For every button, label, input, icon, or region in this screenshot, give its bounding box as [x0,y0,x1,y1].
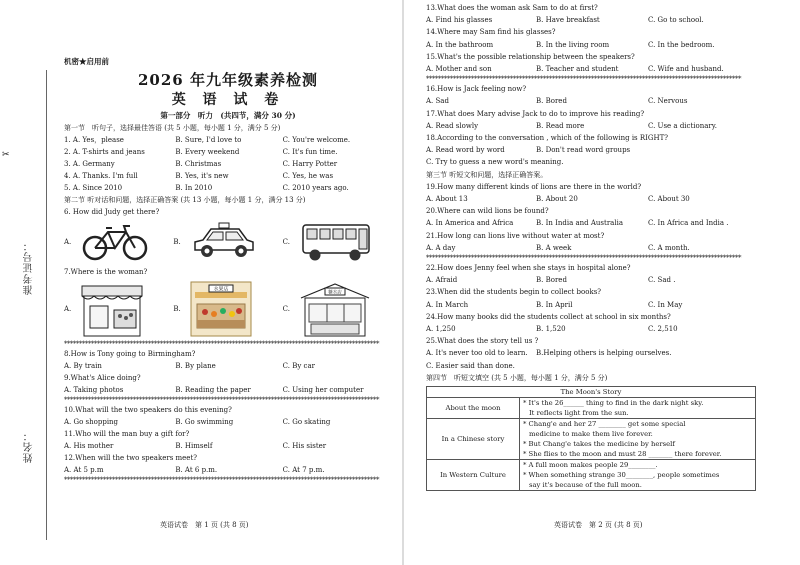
question-7: 7.Where is the woman? [64,268,148,276]
bus-icon [299,219,373,265]
option-b: B. Read more [536,121,585,130]
option-b: B. Yes, it's new [175,172,229,180]
option-c: C. Wife and husband. [648,65,724,74]
page-1-footer: 英语试卷 第 1 页 (共 8 页) [160,521,249,529]
option-a: A. In the bathroom [426,40,494,49]
options-row [426,193,790,205]
fruit-shop-icon [80,280,144,338]
options-row [426,217,790,229]
row-line: * She flies to the moon and must 28 _______ there forever. [523,450,722,459]
option-a: A. A day [426,243,456,252]
question-21: 21.How long can lions live without water at most? [426,231,605,240]
options-row [64,464,392,476]
option-c: C. Go skating [282,418,331,426]
cafe-icon [299,280,371,338]
question-row [64,158,392,170]
options-row [64,384,392,396]
confidential-tag: 机密★启用前 [64,57,109,66]
option-label: A. [64,305,72,313]
options-row [426,144,790,156]
option-b: B. Christmas [175,160,222,168]
option-c: C. Try to guess a new word's meaning. [426,158,564,167]
option-a: A. About 13 [426,195,468,204]
name-label: 姓名： [24,430,35,463]
page-2-content [426,2,790,491]
option-a: A. Read slowly [426,121,479,130]
question-11: 11.Who will the man buy a gift for? [64,430,190,438]
option-b: B. In India and Australia [536,219,624,228]
option-c: C. In May [648,300,683,309]
options-row [426,120,790,132]
table-row [427,398,756,419]
question-22: 22.How does Jenny feel when she stays in hospital alone? [426,264,631,273]
option-label: A. [64,238,72,246]
row-topic: About the moon [427,398,520,419]
section-3-heading: 第三节 听短文和问题，选择正确答案。 [426,170,548,179]
table-caption: The Moon's Story [427,387,756,398]
question-20: 20.Where can wild lions be found? [426,207,549,216]
option-a: A. Afraid [426,276,458,285]
option-b: B. Don't read word groups [536,146,631,155]
option-c: C. At 7 p.m. [282,466,325,474]
option-b: B. In the living room [536,40,610,49]
option-a: A. Find his glasses [426,16,493,25]
row-line: medicine to make them live forever. [529,430,653,439]
option-c: C. Easier said than done. [426,361,515,370]
option-c: C. About 30 [648,195,690,204]
page-2-footer: 英语试卷 第 2 页 (共 8 页) [554,521,643,529]
option-c: C. A month. [648,243,690,252]
option-a: 2. A. T-shirts and jeans [64,148,145,156]
taxi-icon [189,220,259,264]
row-line: * A full moon makes people 29________. [523,461,658,470]
option-a: 1. A. Yes，please [64,136,124,144]
question-12: 12.When will the two speakers meet? [64,454,198,462]
bicycle-icon [80,222,150,262]
question-10: 10.What will the two speakers do this evening? [64,406,232,414]
row-line: It reflects light from the sun. [529,409,629,418]
options-row [64,360,392,372]
divider-stars: ********************************************************************************************************* [64,476,379,484]
option-a: A. In America and Africa [426,219,514,228]
question-9: 9.What's Alice doing? [64,374,141,382]
options-row [426,95,790,107]
row-line: * When something strange 30________, people sometimes [523,471,720,480]
option-a: A. Mother and son [426,65,492,74]
option-c: C. 2010 years ago. [282,184,349,192]
moon-story-table [426,386,756,491]
options-row [426,299,790,311]
exam-number-label: 准考证号： [24,240,35,295]
option-b: B.Helping others is helping ourselves. [536,349,672,358]
question-17: 17.What does Mary advise Jack to do to improve his reading? [426,109,645,118]
option-c: C. In Africa and India . [648,219,729,228]
option-c: C. Go to school. [648,16,704,25]
dessert-shop-icon [189,280,253,338]
option-c: C. By car [282,362,315,370]
option-a: A. Go shopping [64,418,119,426]
subject-title: 英 语 试 卷 [171,92,285,108]
question-row [64,170,392,182]
question-19: 19.How many different kinds of lions are there in the world? [426,182,642,191]
shop-sign: 水果店 [213,286,229,293]
options-row [426,242,790,254]
row-line: * But Chang'e takes the medicine by herself [523,440,675,449]
option-b: B. Himself [175,442,213,450]
shop-sign: 糖水店 [327,290,342,296]
divider-stars: ********************************************************************************************************* [426,75,741,84]
option-b: B. Bored [536,276,567,285]
option-c: C. Yes, he was [282,172,334,180]
page-1-content [64,56,392,484]
section-2-heading: 第二节 听对话和问题，选择正确答案 (共 13 小题，每小题 1 分，满分 13 分) [64,196,306,204]
row-topic: In Western Culture [427,460,520,491]
options-row [426,323,790,335]
question-14: 14.Where may Sam find his glasses? [426,28,556,37]
option-label: B. [173,305,181,313]
options-row [426,14,790,26]
option-a: 4. A. Thanks. I'm full [64,172,138,180]
option-c: C. 2,510 [648,325,678,334]
section-1-list [64,134,392,194]
option-b: B. Have breakfast [536,16,600,25]
question-13: 13.What does the woman ask Sam to do at first? [426,4,598,12]
table-row [427,419,756,460]
option-c: C. Using her computer [282,386,364,394]
row-line: * Chang'e and her 27 ________ get some special [523,420,686,429]
question-15: 15.What's the possible relationship between the speakers? [426,52,635,61]
option-c: C. His sister [282,442,327,450]
question-6-pictures [64,218,392,266]
question-16: 16.How is Jack feeling now? [426,85,527,94]
option-a: 3. A. Germany [64,160,115,168]
section-1-heading: 第一节 听句子，选择最佳答语 (共 5 小题，每小题 1 分，满分 5 分) [64,124,281,132]
option-b: B. 1,520 [536,325,566,334]
exam-page-2 [404,0,800,565]
option-b: B. Reading the paper [175,386,251,394]
scissors-icon: ✂ [2,150,10,160]
section-4-heading: 第四节 听短文填空 (共 5 小题，每小题 1 分，满分 5 分) [426,373,608,382]
option-b: B. By plane [175,362,216,370]
option-a: A. Read word by word [426,146,505,155]
option-label: C. [282,305,290,313]
row-line: say it's because of the full moon. [529,481,642,490]
options-row [64,416,392,428]
option-c: C. In the bedroom. [648,40,715,49]
binding-line [46,70,47,540]
table-row [427,460,756,491]
option-b: B. About 20 [536,195,578,204]
part-heading: 第一部分 听力 (共四节，满分 30 分) [160,111,296,120]
option-b: B. A week [536,243,572,252]
option-b: B. In April [536,300,573,309]
question-8: 8.How is Tony going to Birmingham? [64,350,196,358]
option-b: B. Bored [536,97,567,106]
row-line: * It's the 26______ thing to find in the dark night sky. [523,399,704,408]
question-25: 25.What does the story tell us ? [426,337,539,346]
option-a: A. By train [64,362,102,370]
question-24: 24.How many books did the students collect at school in six months? [426,312,671,321]
option-b: B. Go swimming [175,418,234,426]
option-a: A. Sad [426,97,449,106]
options-row [426,347,790,359]
option-label: B. [173,238,181,246]
options-row [426,274,790,286]
question-row [64,146,392,158]
divider-stars: ********************************************************************************************************* [64,340,379,348]
option-c: C. Use a dictionary. [648,121,717,130]
row-topic: In a Chinese story [427,419,520,460]
question-23: 23.When did the students begin to collect books? [426,288,602,297]
option-b: B. Teacher and student [536,65,619,74]
question-6: 6. How did Judy get there? [64,208,160,216]
options-row [426,39,790,51]
options-row [64,440,392,452]
exam-title: 2026 年九年级素养检测 [138,71,318,89]
option-b: B. Sure, I'd love to [175,136,242,144]
option-b: B. At 6 p.m. [175,466,218,474]
option-c: C. You're welcome. [282,136,351,144]
binding-strip [0,0,58,565]
option-b: B. Every weekend [175,148,240,156]
question-row [64,134,392,146]
option-a: A. At 5 p.m [64,466,104,474]
option-a: A. His mother [64,442,114,450]
options-row [426,63,790,75]
option-a: A. It's never too old to learn. [426,349,528,358]
option-a: A. 1,250 [426,325,456,334]
option-a: A. Taking photos [64,386,124,394]
option-a: A. In March [426,300,469,309]
option-c: C. Harry Potter [282,160,338,168]
divider-stars: ********************************************************************************************************* [426,254,741,263]
option-a: 5. A. Since 2010 [64,184,123,192]
option-c: C. Sad . [648,276,676,285]
option-c: C. Nervous [648,97,688,106]
option-b: B. In 2010 [175,184,213,192]
question-7-pictures [64,278,392,340]
question-row [64,182,392,194]
divider-stars: ********************************************************************************************************* [64,396,379,404]
option-label: C. [282,238,290,246]
question-18: 18.According to the conversation , which of the following is RIGHT? [426,134,669,143]
option-c: C. It's fun time. [282,148,338,156]
